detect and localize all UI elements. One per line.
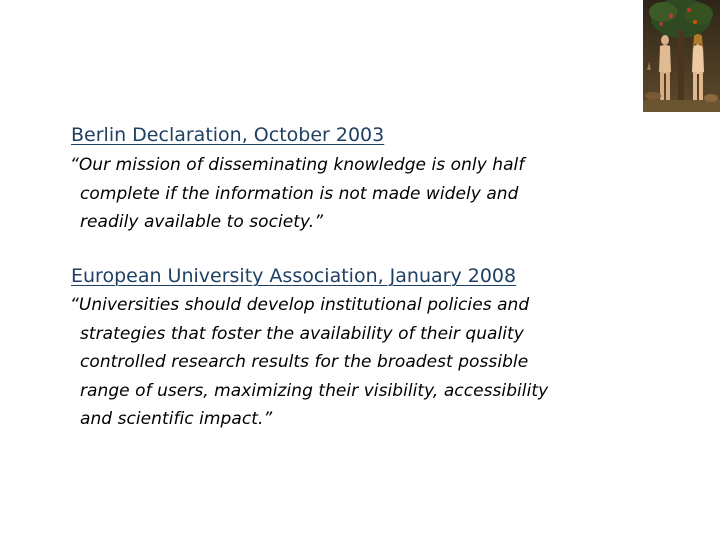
quote-berlin-declaration [70,151,524,237]
section-heading-european-university-association: European University Association, January 2008 [71,265,517,287]
quote-line: “Our mission of disseminating knowledge is only half [70,155,525,175]
quote-line: readily available to society.” [80,212,324,232]
quote-line: strategies that foster the availability of their quality [80,323,524,344]
adam-and-eve-painting-icon [643,0,720,112]
quote-line: complete if the information is not made widely and [80,183,519,204]
quote-line: range of users, maximizing their visibility, accessibility [80,380,549,401]
quote-line: controlled research results for the broadest possible [80,352,529,372]
quote-european-university-association [70,291,548,434]
quote-line: and scientific impact.” [80,409,273,429]
quote-line: “Universities should develop institutional policies and [70,295,530,315]
section-heading-berlin-declaration: Berlin Declaration, October 2003 [71,124,385,146]
